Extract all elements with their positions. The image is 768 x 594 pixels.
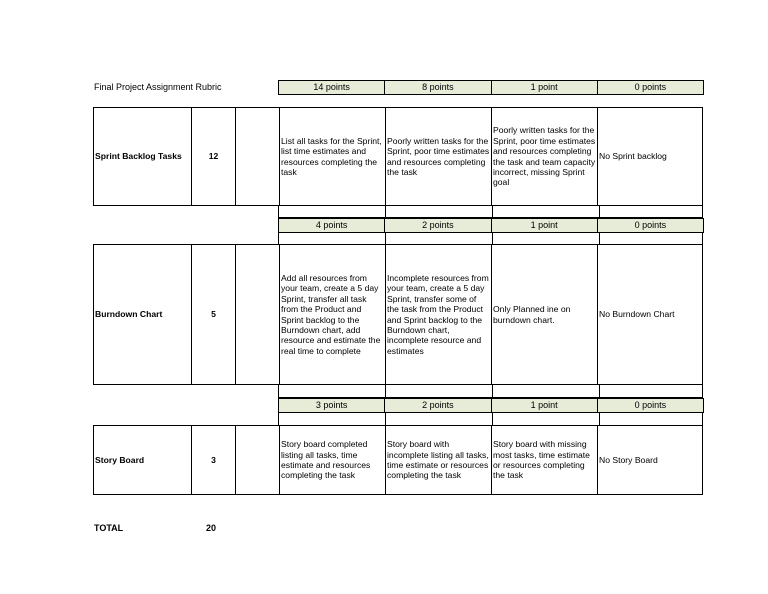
spacer-row <box>278 412 703 426</box>
points-header-row <box>278 218 704 233</box>
points-header: 3 points <box>315 400 348 410</box>
total-value: 20 <box>206 523 217 533</box>
criterion-name: Sprint Backlog Tasks <box>95 151 182 162</box>
description-cell: No Story Board <box>597 426 702 494</box>
criterion-name: Burndown Chart <box>95 309 163 320</box>
description-cell: Story board with incomplete listing all tasks, time estimate or resources completing the task <box>385 426 491 494</box>
spacer-row <box>278 205 703 218</box>
points-header: 1 point <box>491 219 597 232</box>
total-label: TOTAL <box>94 523 124 533</box>
description-cell: No Burndown Chart <box>597 245 702 384</box>
score-cell <box>235 426 279 494</box>
criterion-name: Story Board <box>95 454 145 465</box>
points-header-row <box>278 398 704 413</box>
score-cell <box>235 245 279 384</box>
points-header: 1 point <box>491 81 597 94</box>
points-header-row <box>278 80 704 95</box>
criterion-points: 5 <box>191 245 235 384</box>
points-header: 0 points <box>597 219 703 232</box>
description-cell: Only Planned ine on burndown chart. <box>491 245 597 384</box>
points-header: 0 points <box>597 81 703 94</box>
description-cell: Poorly written tasks for the Sprint, poor time estimates and resources completing the task <box>385 108 491 205</box>
score-cell <box>235 108 279 205</box>
criterion-points: 12 <box>191 108 235 205</box>
rubric-title: Final Project Assignment Rubric <box>94 82 222 92</box>
points-header: 1 point <box>491 399 597 412</box>
points-header: 14 points <box>313 82 350 92</box>
points-header: 8 points <box>384 81 490 94</box>
points-header: 4 points <box>315 220 348 230</box>
criterion-points: 3 <box>191 426 235 494</box>
description-cell: Poorly written tasks for the Sprint, poor time estimates and resources completing the task and team capacity incorrect, missing Sprint goal <box>491 108 597 205</box>
spacer-row <box>278 384 703 398</box>
description-cell: No Sprint backlog <box>597 108 702 205</box>
rubric-row-burndown-chart <box>93 244 703 385</box>
description-cell: Story board completed listing all tasks, time estimate and resources completing the task <box>279 426 385 494</box>
description-cell: Story board with missing most tasks, time estimate or resources completing the task <box>491 426 597 494</box>
rubric-row-story-board <box>93 425 703 495</box>
points-header: 0 points <box>597 399 703 412</box>
description-cell: Incomplete resources from your team, create a 5 day Sprint, transfer some of the task from the Product and Sprint backlog to the Burndown chart, incomplete resource and estimates <box>385 245 491 384</box>
rubric-row-sprint-backlog <box>93 107 703 206</box>
description-cell: Add all resources from your team, create a 5 day Sprint, transfer all task from the Product and Sprint backlog to the Burndown chart, add resource and estimate the real time to complete <box>279 245 385 384</box>
description-cell: List all tasks for the Sprint, list time estimates and resources completing the task <box>279 108 385 205</box>
points-header: 2 points <box>384 399 490 412</box>
points-header: 2 points <box>384 219 490 232</box>
